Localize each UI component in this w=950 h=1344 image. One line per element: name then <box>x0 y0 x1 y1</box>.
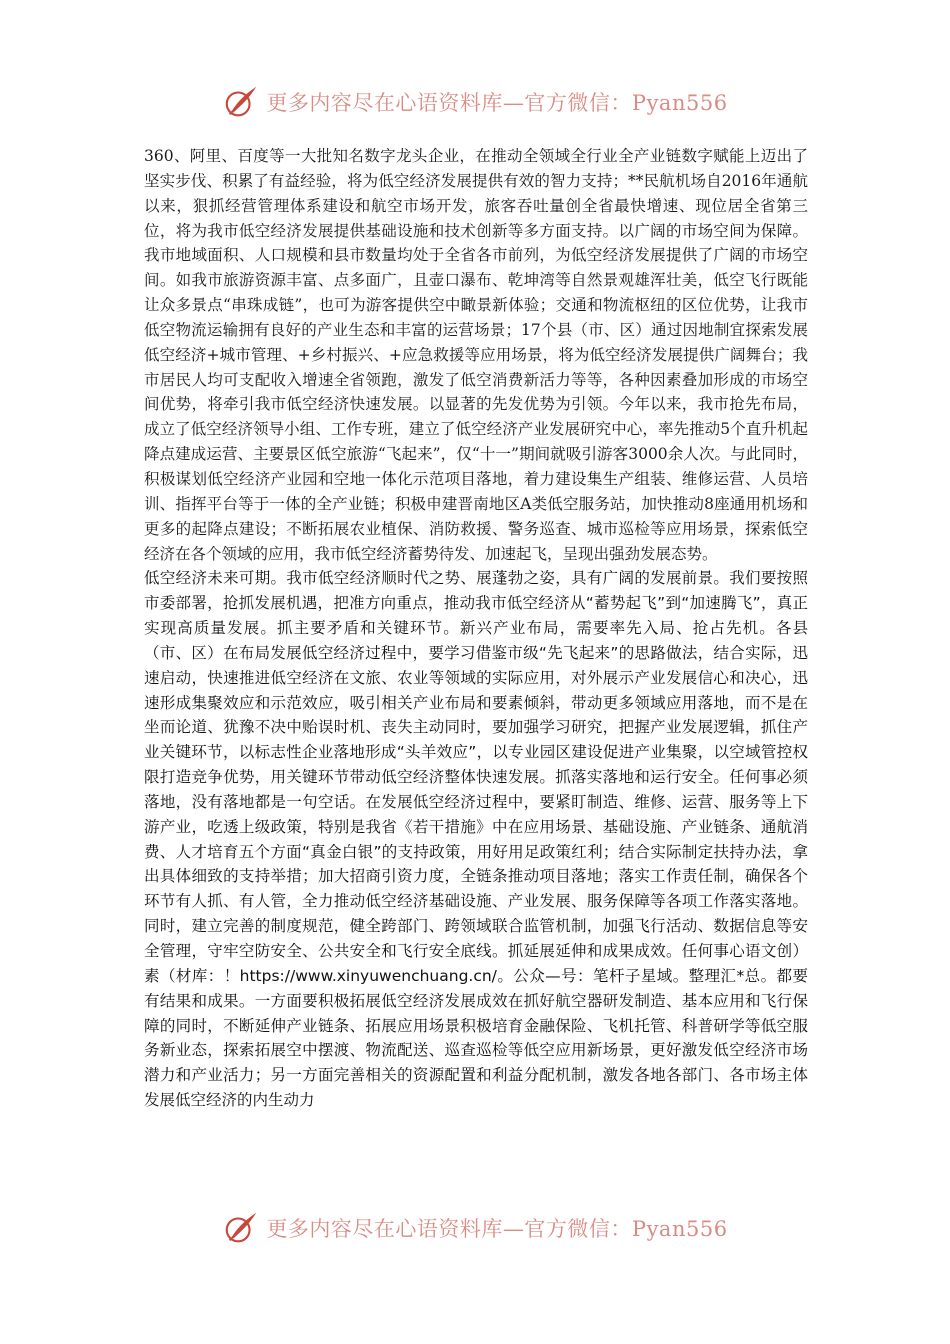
paragraph-2: 低空经济未来可期。我市低空经济顺时代之势、展蓬勃之姿，具有广阔的发展前景。我们要按照市委部署，抢抓发展机遇，把准方向重点，推动我市低空经济从“蓄势起飞”到“加速腾飞”，真正实现高质量发展。抓主要矛盾和关键环节。新兴产业布局，需要率先入局、抢占先机。各县（市、区）在布局发展低空经济过程中，要学习借鉴市级“先飞起来”的思路做法，结合实际，迅速启动，快速推进低空经济在文旅、农业等领域的实际应用，对外展示产业发展信心和决心，迅速形成集聚效应和示范效应，吸引相关产业布局和要素倾斜，带动更多领域应用落地，而不是在坐而论道、犹豫不决中贻误时机、丧失主动同时，要加强学习研究，把握产业发展逻辑，抓住产业关键环节，以标志性企业落地形成“头羊效应”，以专业园区建设促进产业集聚，以空域管控权限打造竞争优势，用关键环节带动低空经济整体快速发展。抓落实落地和运行安全。任何事必须落地，没有落地都是一句空话。在发展低空经济过程中，要紧盯制造、维修、运营、服务等上下游产业，吃透上级政策，特别是我省《若干措施》中在应用场景、基础设施、产业链条、通航消费、人才培育五个方面“真金白银”的支持政策，用好用足政策红利；结合实际制定扶持办法，拿出具体细致的支持举措；加大招商引资力度，全链条推动项目落地；落实工作责任制，确保各个环节有人抓、有人管，全力推动低空经济基础设施、产业发展、服务保障等各项工作落实落地。同时，建立完善的制度规范，健全跨部门、跨领域联合监管机制，加强飞行活动、数据信息等安全管理，守牢空防安全、公共安全和飞行安全底线。抓延展延伸和成果成效。任何事心语文创）素（材库：！https://www.xinyuwenchuang.cn/。公众—号：笔杆子星域。整理汇*总。都要有结果和成果。一方面要积极拓展低空经济发展成效在抓好航空器研发制造、基本应用和飞行保障的同时，不断延伸产业链条、拓展应用场景积极培育金融保险、飞机托管、科普研学等低空服务新业态，探索拓展空中摆渡、物流配送、巡查巡检等低空应用新场景，更好激发低空经济市场潜力和产业活力；另一方面完善相关的资源配置和利益分配机制，激发各地各部门、各市场主体发展低空经济的内生动力 <box>144 569 808 1110</box>
quill-pen-logo-icon <box>222 83 260 121</box>
banner-text: 更多内容尽在心语资料库—官方微信：Pyan556 <box>266 1217 728 1241</box>
paragraph-1: 360、阿里、百度等一大批知名数字龙头企业，在推动全领域全行业全产业链数字赋能上迈出了坚实步伐、积累了有益经验，将为低空经济发展提供有效的智力支持；**民航机场自2016年通航以来，狠抓经营管理体系建设和航空市场开发，旅客吞吐量创全省最快增速、现位居全省第三位，将为我市低空经济发展提供基础设施和技术创新等多方面支持。以广阔的市场空间为保障。我市地域面积、人口规模和县市数量均处于全省各市前列，为低空经济发展提供了广阔的市场空间。如我市旅游资源丰富、点多面广，且壶口瀑布、乾坤湾等自然景观雄浑壮美，低空飞行既能让众多景点“串珠成链”，也可为游客提供空中瞰景新体验；交通和物流枢纽的区位优势，让我市低空物流运输拥有良好的产业生态和丰富的运营场景；17个县（市、区）通过因地制宜探索发展低空经济+城市管理、+乡村振兴、+应急救援等应用场景，将为低空经济发展提供广阔舞台；我市居民人均可支配收入增速全省领跑，激发了低空消费新活力等等，各种因素叠加形成的市场空间优势，将牵引我市低空经济快速发展。以显著的先发优势为引领。今年以来，我市抢先布局，成立了低空经济领导小组、工作专班，建立了低空经济产业发展研究中心，率先推动5个直升机起降点建成运营、主要景区低空旅游“飞起来”，仅“十一”期间就吸引游客3000余人次。与此同时，积极谋划低空经济产业园和空地一体化示范项目落地，着力建设集生产组装、维修运营、人员培训、指挥平台等于一体的全产业链；积极申建晋南地区A类低空服务站，加快推动8座通用机场和更多的起降点建设；不断拓展农业植保、消防救援、警务巡查、城市巡检等应用场景，探索低空经济在各个领域的应用，我市低空经济蓄势待发、加速起飞，呈现出强劲发展态势。 <box>144 147 808 563</box>
document-body <box>144 144 808 1113</box>
footer-banner <box>0 1208 950 1248</box>
banner-text: 更多内容尽在心语资料库—官方微信：Pyan556 <box>266 91 728 115</box>
quill-pen-logo-icon <box>222 1209 260 1247</box>
header-banner <box>0 82 950 122</box>
